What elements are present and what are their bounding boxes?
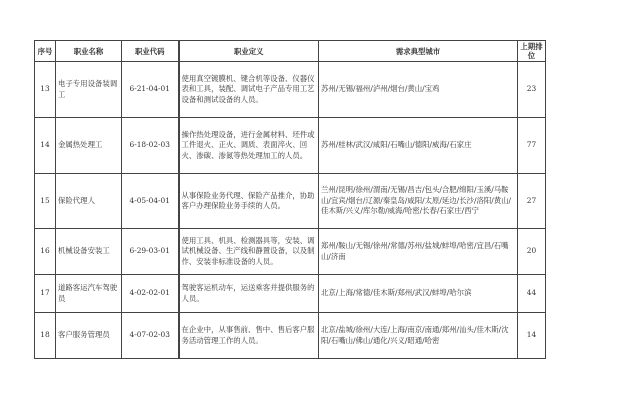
occupation-name: 道路客运汽车驾驶员 <box>56 275 122 313</box>
occupation-definition: 操作热处理设备，进行金属材料、坯件或工件退火、正火、调质、表面淬火、回火、渗碳、渗氮等热处理加工的人员。 <box>179 118 319 174</box>
header-name: 职业名称 <box>56 41 122 62</box>
table-row <box>35 118 546 174</box>
occupation-definition: 驾驶客运机动车，运送乘客并提供服务的人员。 <box>179 275 319 313</box>
previous-rank: 44 <box>518 275 546 313</box>
header-definition: 职业定义 <box>179 41 319 62</box>
row-number: 14 <box>35 118 56 174</box>
previous-rank: 77 <box>518 118 546 174</box>
table-header-row <box>35 41 546 62</box>
occupation-table <box>34 40 546 359</box>
table-row <box>35 174 546 229</box>
occupation-name: 电子专用设备装调工 <box>56 62 122 118</box>
header-no: 序号 <box>35 41 56 62</box>
header-cities: 需求典型城市 <box>319 41 518 62</box>
table-row <box>35 229 546 275</box>
occupation-definition: 在企业中，从事售前、售中、售后客户服务活动管理工作的人员。 <box>179 313 319 359</box>
occupation-code: 4-02-02-01 <box>122 275 179 313</box>
occupation-name: 客户服务管理员 <box>56 313 122 359</box>
occupation-name: 金属热处理工 <box>56 118 122 174</box>
occupation-code: 4-07-02-03 <box>122 313 179 359</box>
row-number: 17 <box>35 275 56 313</box>
occupation-code: 4-05-04-01 <box>122 174 179 229</box>
demand-cities: 北京/盐城/徐州/大连/上海/南京/南通/郑州/汕头/佳木斯/沈阳/石嘴山/佛山/通化/兴义/昭通/哈密 <box>319 313 518 359</box>
row-number: 16 <box>35 229 56 275</box>
demand-cities: 北京/上海/常德/佳木斯/郑州/武汉/蚌埠/哈尔滨 <box>319 275 518 313</box>
previous-rank: 20 <box>518 229 546 275</box>
demand-cities: 兰州/昆明/徐州/渭南/无锡/昌吉/包头/合肥/绵阳/玉溪/马鞍山/宜宾/烟台/辽源/秦皇岛/咸阳/太原/延边/长沙/洛阳/黄山/佳木斯/兴义/库尔勒/威海/哈密/长春/石家庄/西宁 <box>319 174 518 229</box>
row-number: 13 <box>35 62 56 118</box>
demand-cities: 苏州/无锡/福州/泸州/烟台/黄山/宝鸡 <box>319 62 518 118</box>
occupation-name: 机械设备安装工 <box>56 229 122 275</box>
header-code: 职业代码 <box>122 41 179 62</box>
occupation-definition: 使用真空镀膜机、键合机等设备、仪器仪表和工具，装配、调试电子产品专用工艺设备和测试设备的人员。 <box>179 62 319 118</box>
header-rank: 上期排位 <box>518 41 546 62</box>
occupation-definition: 从事保险业务代理、保险产品推介，协助客户办理保险业务手续的人员。 <box>179 174 319 229</box>
demand-cities: 苏州/桂林/武汉/咸阳/石嘴山/德阳/威海/石家庄 <box>319 118 518 174</box>
occupation-definition: 使用工具、机具、检测器具等，安装、调试机械设备、生产线和静置设备，以及制作、安装非标准设备的人员。 <box>179 229 319 275</box>
previous-rank: 27 <box>518 174 546 229</box>
demand-cities: 郑州/鞍山/无锡/徐州/常德/苏州/盐城/蚌埠/哈密/宜昌/石嘴山/济南 <box>319 229 518 275</box>
row-number: 18 <box>35 313 56 359</box>
occupation-code: 6-29-03-01 <box>122 229 179 275</box>
occupation-code: 6-18-02-03 <box>122 118 179 174</box>
previous-rank: 23 <box>518 62 546 118</box>
previous-rank: 14 <box>518 313 546 359</box>
table-row <box>35 62 546 118</box>
table-row <box>35 313 546 359</box>
occupation-name: 保险代理人 <box>56 174 122 229</box>
occupation-code: 6-21-04-01 <box>122 62 179 118</box>
table-row <box>35 275 546 313</box>
row-number: 15 <box>35 174 56 229</box>
